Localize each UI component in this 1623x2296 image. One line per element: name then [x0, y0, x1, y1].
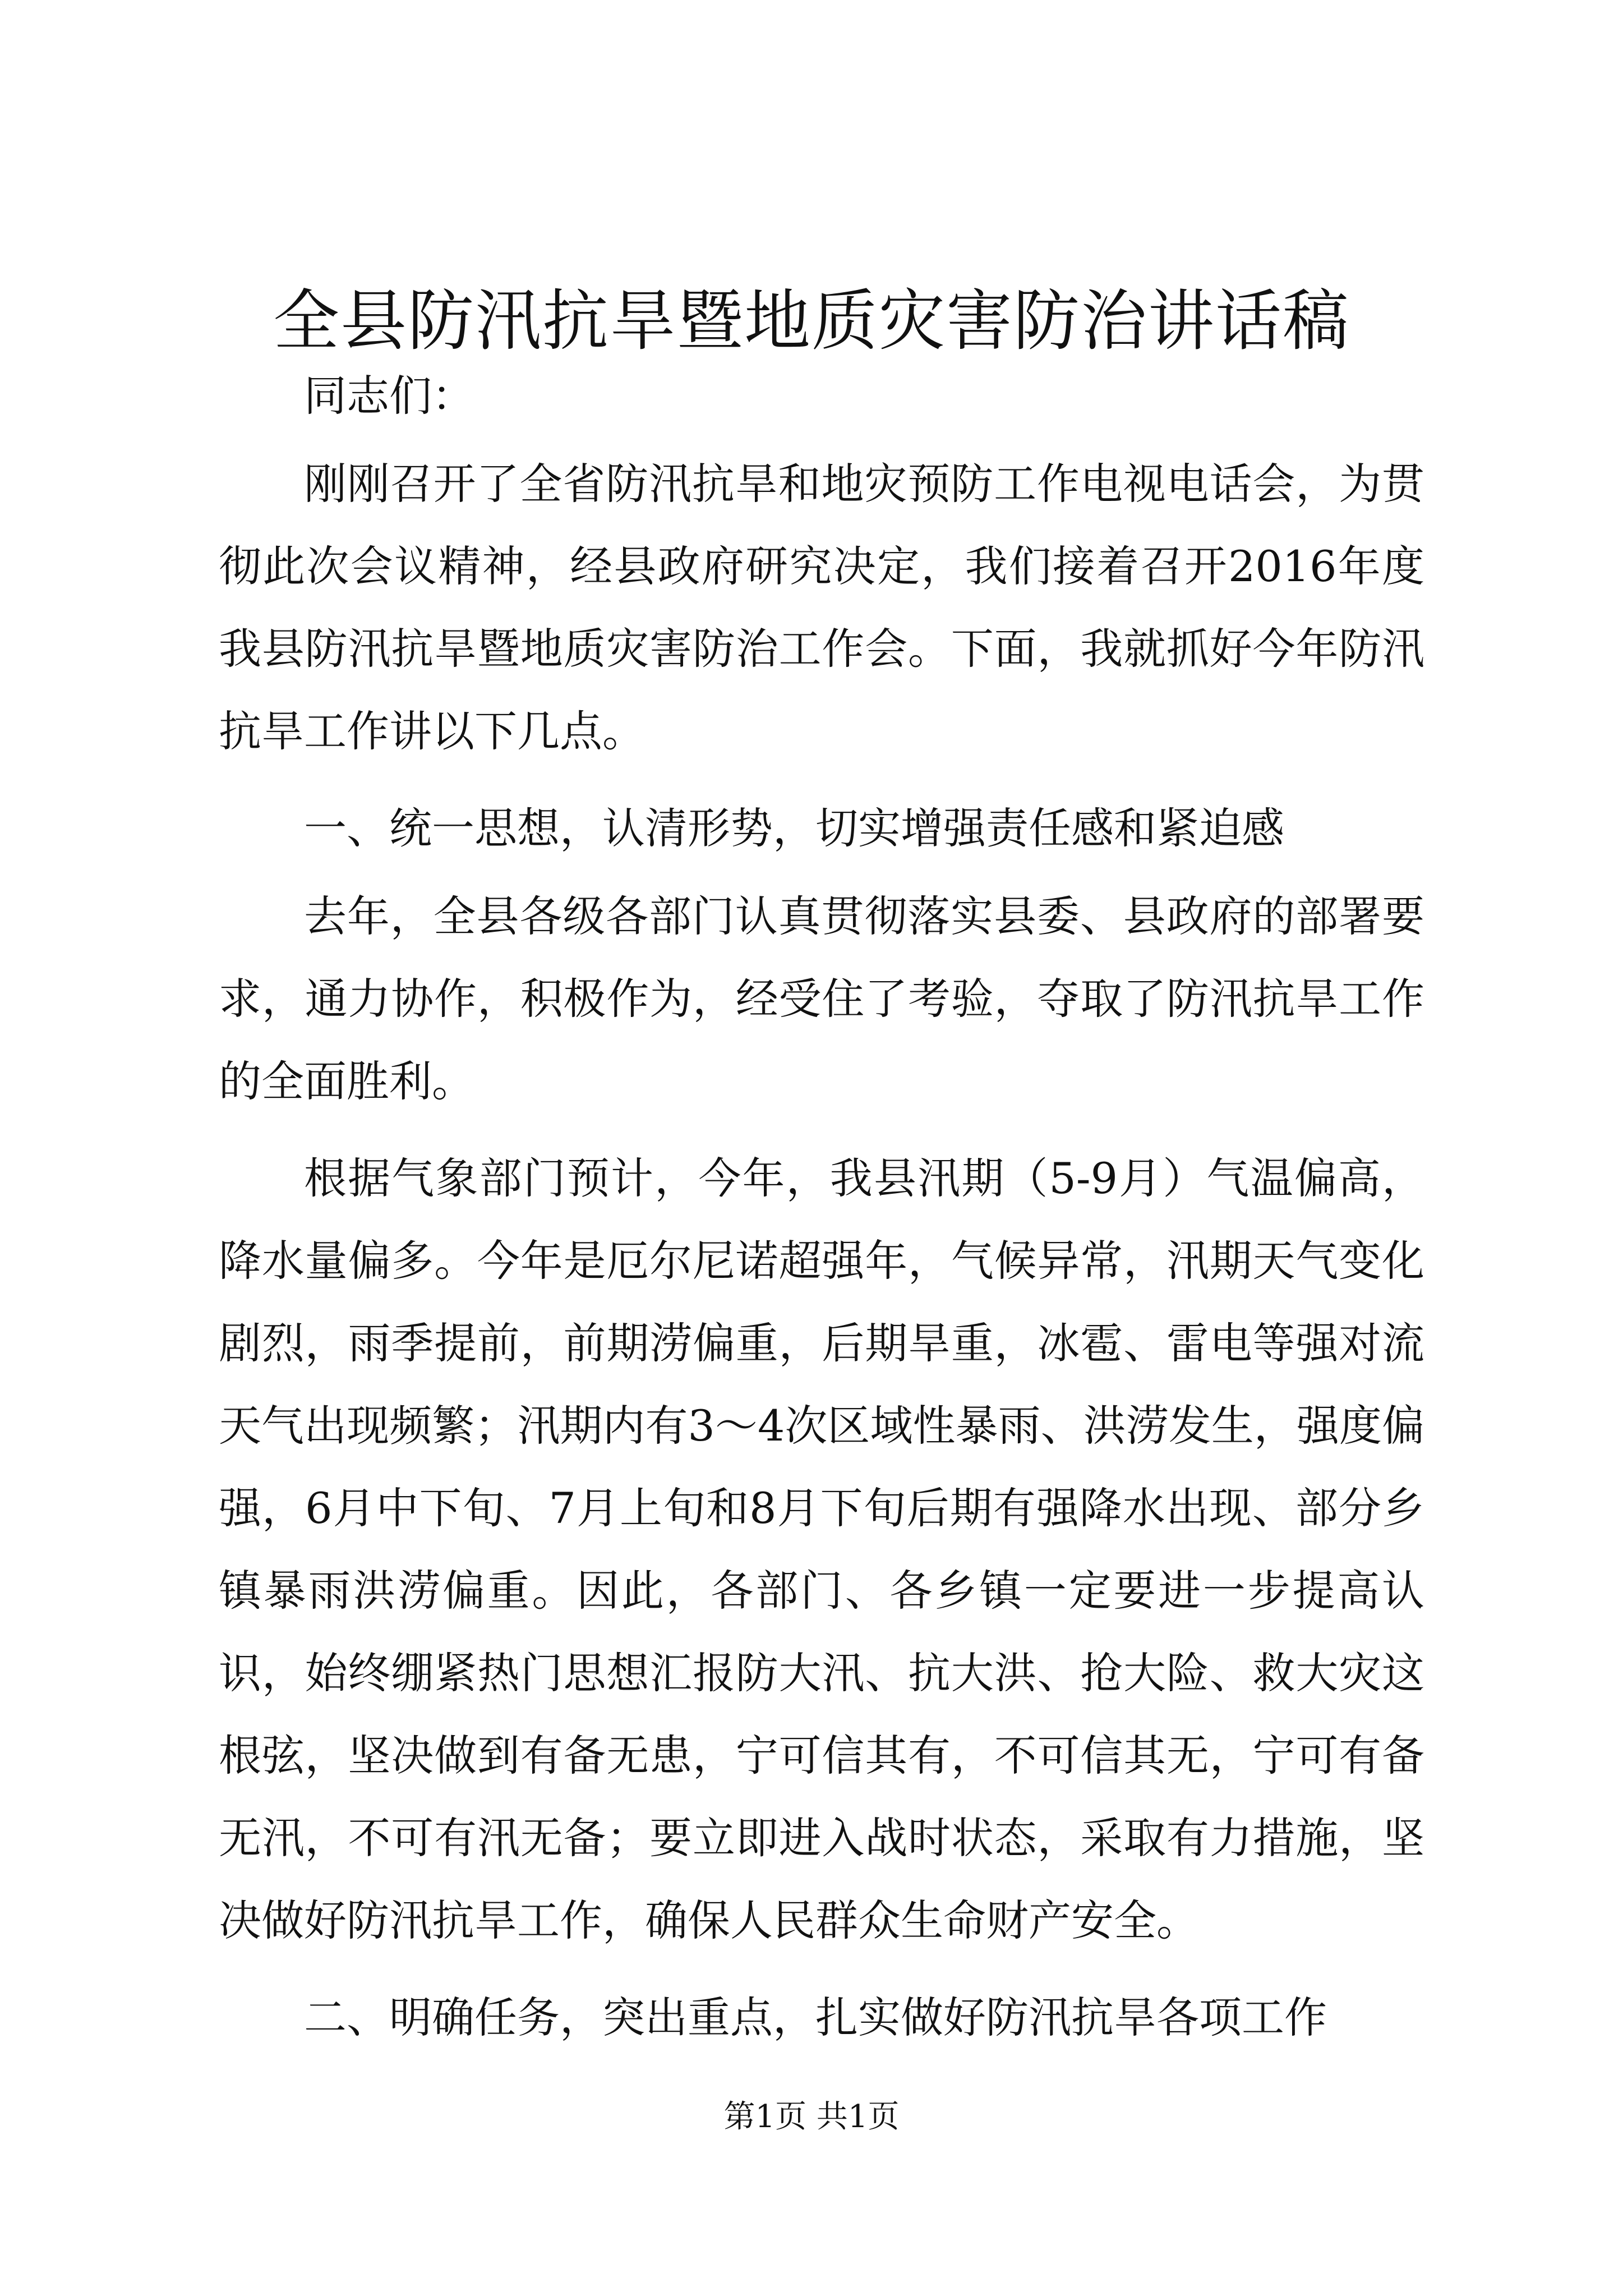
section-heading-2: 二、明确任务，突出重点，扎实做好防汛抗旱各项工作: [304, 1993, 1327, 2042]
paragraph-forecast: 根据气象部门预计，今年，我县汛期（5-9月）气温偏高，降水量偏多。今年是厄尔尼诺超强年，气候异常，汛期天气变化剧烈，雨季提前，前期涝偏重，后期旱重，冰雹、雷电等强对流天气出现频繁；汛期内有3～4次区域性暴雨、洪涝发生，强度偏强，6月中下旬、7月上旬和8月下旬后期有强降水出现、部分乡镇暴雨洪涝偏重。因此，各部门、各乡镇一定要进一步提高认识，始终绷紧热门思想汇报防大汛、抗大洪、抢大险、救大灾这根弦，坚决做到有备无患，宁可信其有，不可信其无，宁可有备无汛，不可有汛无备；要立即进入战时状态，采取有力措施，坚决做好防汛抗旱工作，确保人民群众生命财产安全。: [219, 1153, 1424, 1945]
document-body: [219, 355, 1424, 2064]
document-title: 全县防汛抗旱暨地质灾害防治讲话稿: [273, 282, 1350, 360]
page-footer: 第1页 共1页: [723, 2099, 900, 2135]
salutation: 同志们：: [304, 371, 474, 421]
paragraph-intro: 刚刚召开了全省防汛抗旱和地灾预防工作电视电话会，为贯彻此次会议精神，经县政府研究决定，我们接着召开2016年度我县防汛抗旱暨地质灾害防治工作会。下面，我就抓好今年防汛抗旱工作讲以下几点。: [219, 459, 1424, 756]
section-heading-1: 一、统一思想，认清形势，切实增强责任感和紧迫感: [304, 803, 1284, 853]
paragraph-last-year: 去年，全县各级各部门认真贯彻落实县委、县政府的部署要求，通力协作，积极作为，经受住了考验，夺取了防汛抗旱工作的全面胜利。: [219, 891, 1424, 1106]
